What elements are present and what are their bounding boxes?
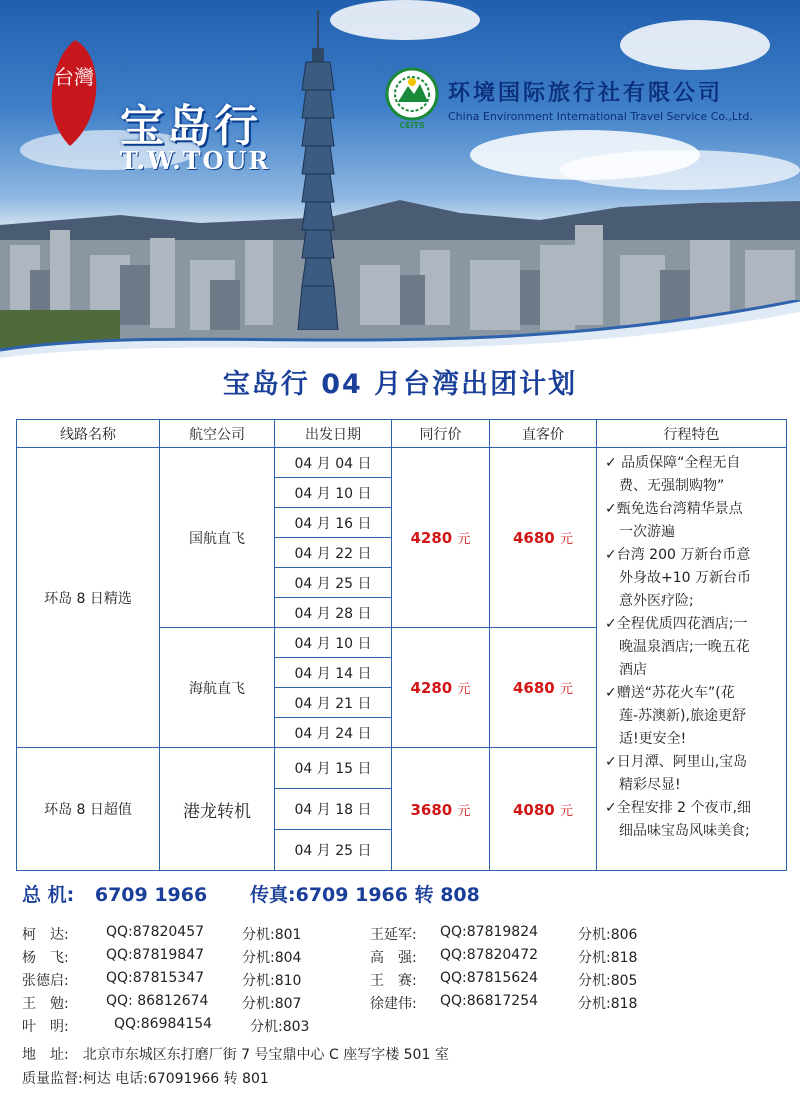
departure-date: 04 月 24 日	[275, 718, 392, 748]
departure-date: 04 月 10 日	[275, 478, 392, 508]
departure-date: 04 月 04 日	[275, 448, 392, 478]
feature-line: 意外医疗险;	[605, 593, 694, 609]
taipei-101-tower	[292, 10, 344, 330]
feature-line: 莲-苏澳新),旅途更舒	[605, 708, 746, 724]
departure-date: 04 月 25 日	[275, 830, 392, 871]
feature-line: 酒店	[605, 662, 647, 678]
feature-line: 外身故+10 万新台币	[605, 570, 751, 586]
departure-date: 04 月 15 日	[275, 748, 392, 789]
column-header: 航空公司	[160, 420, 275, 448]
ceits-emblem-icon	[384, 66, 440, 130]
airline-name: 海航直飞	[160, 628, 275, 748]
departure-date: 04 月 22 日	[275, 538, 392, 568]
airline-name: 国航直飞	[160, 448, 275, 628]
feature-line: ✓赠送“苏花火车”(花	[605, 685, 735, 701]
direct-price: 4680 元	[490, 448, 597, 628]
agency-logo	[384, 66, 784, 136]
peer-price: 4280 元	[392, 628, 490, 748]
hotline-label: 总 机:	[22, 884, 75, 906]
departure-date: 04 月 14 日	[275, 658, 392, 688]
taiwan-seal-icon	[40, 38, 110, 148]
hotline-number: 6709 1966	[94, 884, 208, 906]
departure-date: 04 月 25 日	[275, 568, 392, 598]
airline-name: 港龙转机	[160, 748, 275, 871]
column-header: 行程特色	[597, 420, 787, 448]
peer-price: 4280 元	[392, 448, 490, 628]
column-header: 线路名称	[17, 420, 160, 448]
feature-line: 精彩尽显!	[605, 777, 681, 793]
feature-line: 细品味宝岛风味美食;	[605, 823, 750, 839]
departure-date: 04 月 21 日	[275, 688, 392, 718]
departure-date: 04 月 16 日	[275, 508, 392, 538]
feature-line: ✓全程安排 2 个夜市,细	[605, 800, 751, 816]
route-name: 环岛 8 日精选	[17, 448, 160, 748]
address-line: 地 址: 北京市东城区东打磨厂街 7 号宝鼎中心 C 座写字楼 501 室	[22, 1047, 449, 1063]
svg-text:台灣: 台灣	[54, 65, 94, 89]
brand-logo	[40, 38, 280, 175]
header-banner	[0, 0, 800, 360]
feature-line: 适!更安全!	[605, 731, 687, 747]
feature-line: 费、无强制购物”	[605, 478, 725, 494]
feature-line: ✓台湾 200 万新台币意	[605, 547, 751, 563]
itinerary-features	[597, 448, 787, 871]
agency-name-cn: 环境国际旅行社有限公司	[448, 81, 724, 106]
departure-date: 04 月 18 日	[275, 789, 392, 830]
feature-line: ✓ 品质保障“全程无自	[605, 455, 741, 471]
brand-name-en: T.W.TOUR	[120, 146, 271, 175]
feature-line: 一次游遍	[605, 524, 675, 540]
hotline-line	[22, 880, 480, 907]
feature-line: ✓甄免选台湾精华景点	[605, 501, 743, 517]
column-header: 直客价	[490, 420, 597, 448]
fax-line: 传真:6709 1966 转 808	[250, 884, 480, 906]
page-title: 宝岛行 04 月台湾出团计划	[222, 369, 578, 400]
wave-divider	[0, 300, 800, 360]
column-header: 同行价	[392, 420, 490, 448]
feature-line: 晚温泉酒店;一晚五花	[605, 639, 750, 655]
direct-price: 4080 元	[490, 748, 597, 871]
quality-supervision-line: 质量监督:柯达 电话:67091966 转 801	[22, 1071, 269, 1087]
brand-name-cn: 宝岛行	[120, 101, 261, 152]
direct-price: 4680 元	[490, 628, 597, 748]
route-name: 环岛 8 日超值	[17, 748, 160, 871]
feature-line: ✓全程优质四花酒店;一	[605, 616, 748, 632]
table-header-row	[17, 420, 787, 448]
agency-name-en: China Environment International Travel Service Co.,Ltd.	[448, 110, 753, 123]
feature-line: ✓日月潭、阿里山,宝岛	[605, 754, 748, 770]
column-header: 出发日期	[275, 420, 392, 448]
departure-date: 04 月 28 日	[275, 598, 392, 628]
svg-text:CEITS: CEITS	[399, 121, 425, 130]
table-row	[17, 448, 787, 478]
peer-price: 3680 元	[392, 748, 490, 871]
tour-schedule-table	[16, 419, 787, 871]
departure-date: 04 月 10 日	[275, 628, 392, 658]
